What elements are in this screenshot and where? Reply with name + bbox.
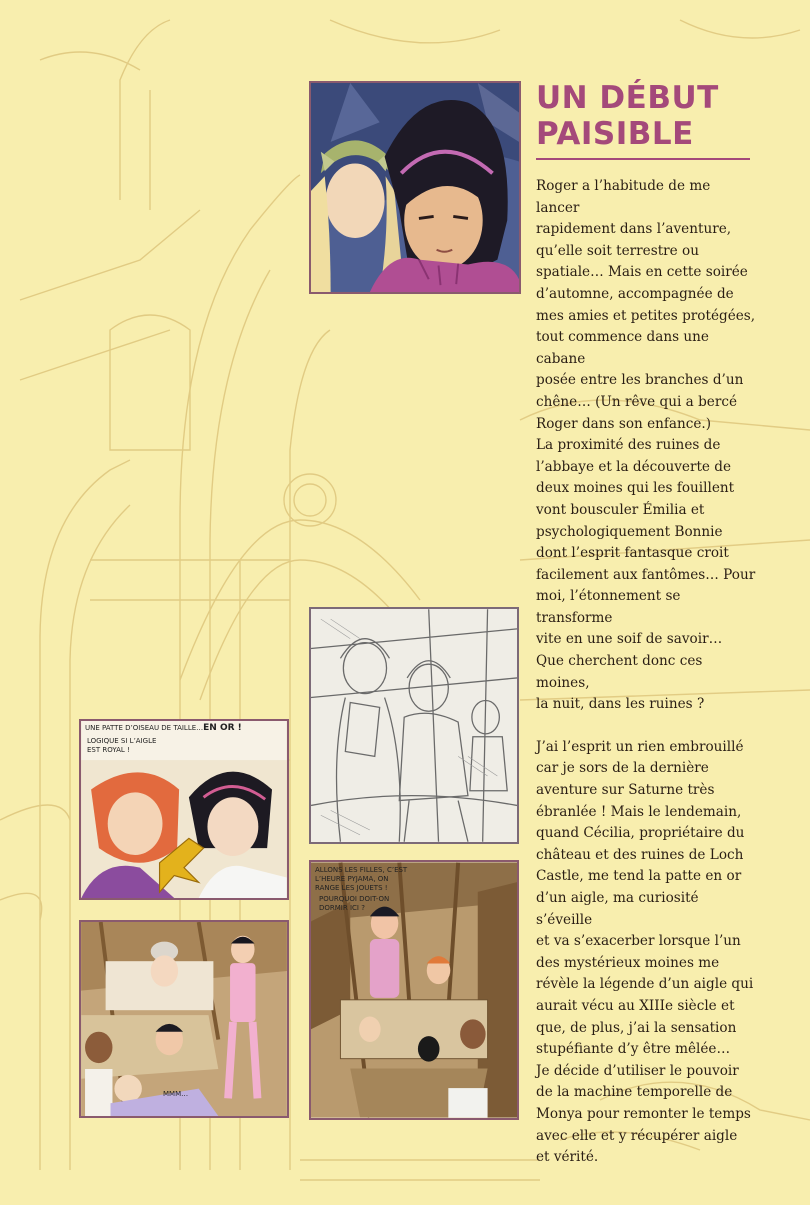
paragraph-intro: Roger a l’habitude de me lancer rapidement dans l’aventure, qu’elle soit terrestre ou spatiale… Mais en cette soirée d’automne, accompagnée de mes amies et petites protégées, tout commence dans une cabane posée entre les branches d’un chêne… (Un rêve qui a bercé Roger dans son enfance.) La proximité des ruines de l’abbaye et la découverte de deux moines qui les fouillent vont bousculer Émilia et psychologiquement Bonnie dont l’esprit fantasque croit facilement aux fantômes… Pour moi, l’étonnement se transforme vite en une soif de savoir… Que cherchent donc ces moines, la nuit, dans les ruines ? xyxy=(536,178,756,713)
speech-bubble-sleep-here: POURQUOI DOIT-ON DORMIR ICI ? xyxy=(319,895,390,912)
paragraph-eagle: J’ai l’esprit un rien embrouillé car je sors de la dernière aventure sur Saturne très ébranlée ! Mais le lendemain, quand Cécilia, propriétaire du château et des ruines de Loch Castle, me tend la patte en or d’un aigle, ma curiosité s’éveille et va s’exacerber lorsque l’un des mystérieux moines me révèle la légende d’un aigle qui aurait vécu au XIIIe siècle et que, de plus, j’ai la sensation stupéfiante d’y être mêlée… Je décide d’utiliser le pouvoir de la machine temporelle de Monya pour remonter le temps avec elle et y récupérer aigle et vérité. xyxy=(536,738,754,1166)
title-line-2: PAISIBLE xyxy=(536,116,694,152)
comic-panel-pencil-sketch xyxy=(309,607,519,844)
comic-panel-bedroom xyxy=(79,920,289,1118)
article-title xyxy=(536,80,756,152)
speech-bubble-talon: UNE PATTE D’OISEAU DE TAILLE…EN OR ! xyxy=(85,723,242,733)
article-body xyxy=(536,176,756,1169)
speech-bubble-pyjama: ALLONS LES FILLES, C’EST L’HEURE PYJAMA, ON RANGE LES JOUETS ! xyxy=(315,866,408,892)
comic-panel-eagle-talon xyxy=(79,719,289,900)
portrait-illustration xyxy=(311,83,519,292)
comic-panel-treehouse-cabin xyxy=(309,860,519,1120)
title-underline xyxy=(536,158,750,160)
pencil-sketch-illustration xyxy=(311,609,517,842)
speech-bubble-royal-eagle: LOGIQUE SI L’AIGLE EST ROYAL ! xyxy=(87,737,157,754)
comic-panel-portrait xyxy=(309,81,521,294)
speech-bubble-mmm: MMM… xyxy=(163,1090,189,1098)
title-line-1: UN DÉBUT xyxy=(536,80,719,116)
bedroom-illustration xyxy=(81,922,287,1116)
